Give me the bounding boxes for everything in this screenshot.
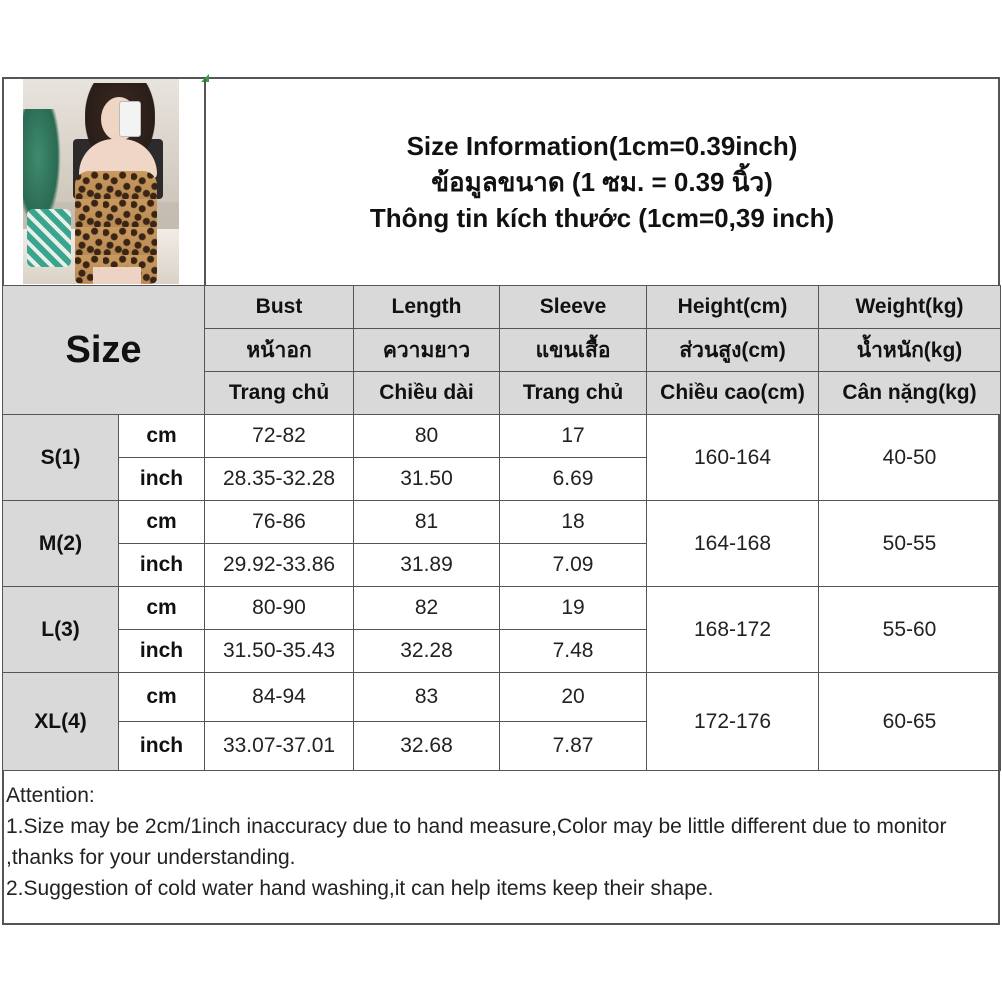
bust-value: 80-90 [205,587,354,630]
length-value: 80 [354,415,500,458]
bust-value: 31.50-35.43 [205,630,354,673]
unit-label: cm [119,587,205,630]
header-sleeve-en: Sleeve [500,286,647,329]
header-weight-en: Weight(kg) [819,286,1001,329]
size-label: M(2) [3,501,119,587]
title-vietnamese: Thông tin kích thước (1cm=0,39 inch) [369,203,835,233]
size-label: XL(4) [3,673,119,771]
sleeve-value: 17 [500,415,647,458]
size-column-header: Size [3,286,205,415]
bust-value: 84-94 [205,673,354,722]
unit-label: cm [119,501,205,544]
title-thai: ข้อมูลขนาด (1 ซม. = 0.39 นิ้ว) [431,167,773,197]
notes-item-1: 1.Size may be 2cm/1inch inaccuracy due to hand measure,Color may be little different due to monitor ,thanks for your understanding. [6,815,947,869]
height-value: 168-172 [647,587,819,673]
bust-value: 28.35-32.28 [205,458,354,501]
product-photo [23,79,179,284]
photo-legs [93,267,141,284]
weight-value: 60-65 [819,673,1001,771]
header-length-th: ความยาว [354,329,500,372]
unit-label: inch [119,722,205,771]
table-row [3,501,1001,544]
title-english: Size Information(1cm=0.39inch) [406,131,798,161]
size-label: S(1) [3,415,119,501]
header-length-vi: Chiều dài [354,372,500,415]
bust-value: 33.07-37.01 [205,722,354,771]
height-value: 172-176 [647,673,819,771]
size-label: L(3) [3,587,119,673]
header-row-en [3,286,1001,329]
attention-notes [6,780,996,904]
photo-phone [119,101,141,137]
length-value: 82 [354,587,500,630]
header-length-en: Length [354,286,500,329]
header-weight-th: น้ำหนัก(kg) [819,329,1001,372]
unit-label: cm [119,415,205,458]
sleeve-value: 7.09 [500,544,647,587]
notes-item-2: 2.Suggestion of cold water hand washing,it can help items keep their shape. [6,877,714,900]
length-value: 83 [354,673,500,722]
unit-label: cm [119,673,205,722]
header-bust-vi: Trang chủ [205,372,354,415]
header-bust-en: Bust [205,286,354,329]
unit-label: inch [119,458,205,501]
length-value: 31.89 [354,544,500,587]
weight-value: 55-60 [819,587,1001,673]
unit-label: inch [119,630,205,673]
weight-value: 40-50 [819,415,1001,501]
height-value: 160-164 [647,415,819,501]
sleeve-value: 6.69 [500,458,647,501]
size-table [2,285,1001,771]
sleeve-value: 20 [500,673,647,722]
unit-label: inch [119,544,205,587]
sleeve-value: 7.48 [500,630,647,673]
length-value: 32.68 [354,722,500,771]
sleeve-value: 19 [500,587,647,630]
bust-value: 72-82 [205,415,354,458]
photo-pillow [27,209,71,267]
weight-value: 50-55 [819,501,1001,587]
sleeve-value: 18 [500,501,647,544]
header-sleeve-th: แขนเสื้อ [500,329,647,372]
bust-value: 76-86 [205,501,354,544]
header-height-vi: Chiều cao(cm) [647,372,819,415]
height-value: 164-168 [647,501,819,587]
length-value: 31.50 [354,458,500,501]
bust-value: 29.92-33.86 [205,544,354,587]
length-value: 81 [354,501,500,544]
notes-heading: Attention: [6,784,95,807]
header-sleeve-vi: Trang chủ [500,372,647,415]
sleeve-value: 7.87 [500,722,647,771]
header-weight-vi: Cân nặng(kg) [819,372,1001,415]
header-height-en: Height(cm) [647,286,819,329]
table-row [3,587,1001,630]
length-value: 32.28 [354,630,500,673]
title-box [204,79,998,285]
header-height-th: ส่วนสูง(cm) [647,329,819,372]
table-row [3,415,1001,458]
header-bust-th: หน้าอก [205,329,354,372]
table-row [3,673,1001,722]
